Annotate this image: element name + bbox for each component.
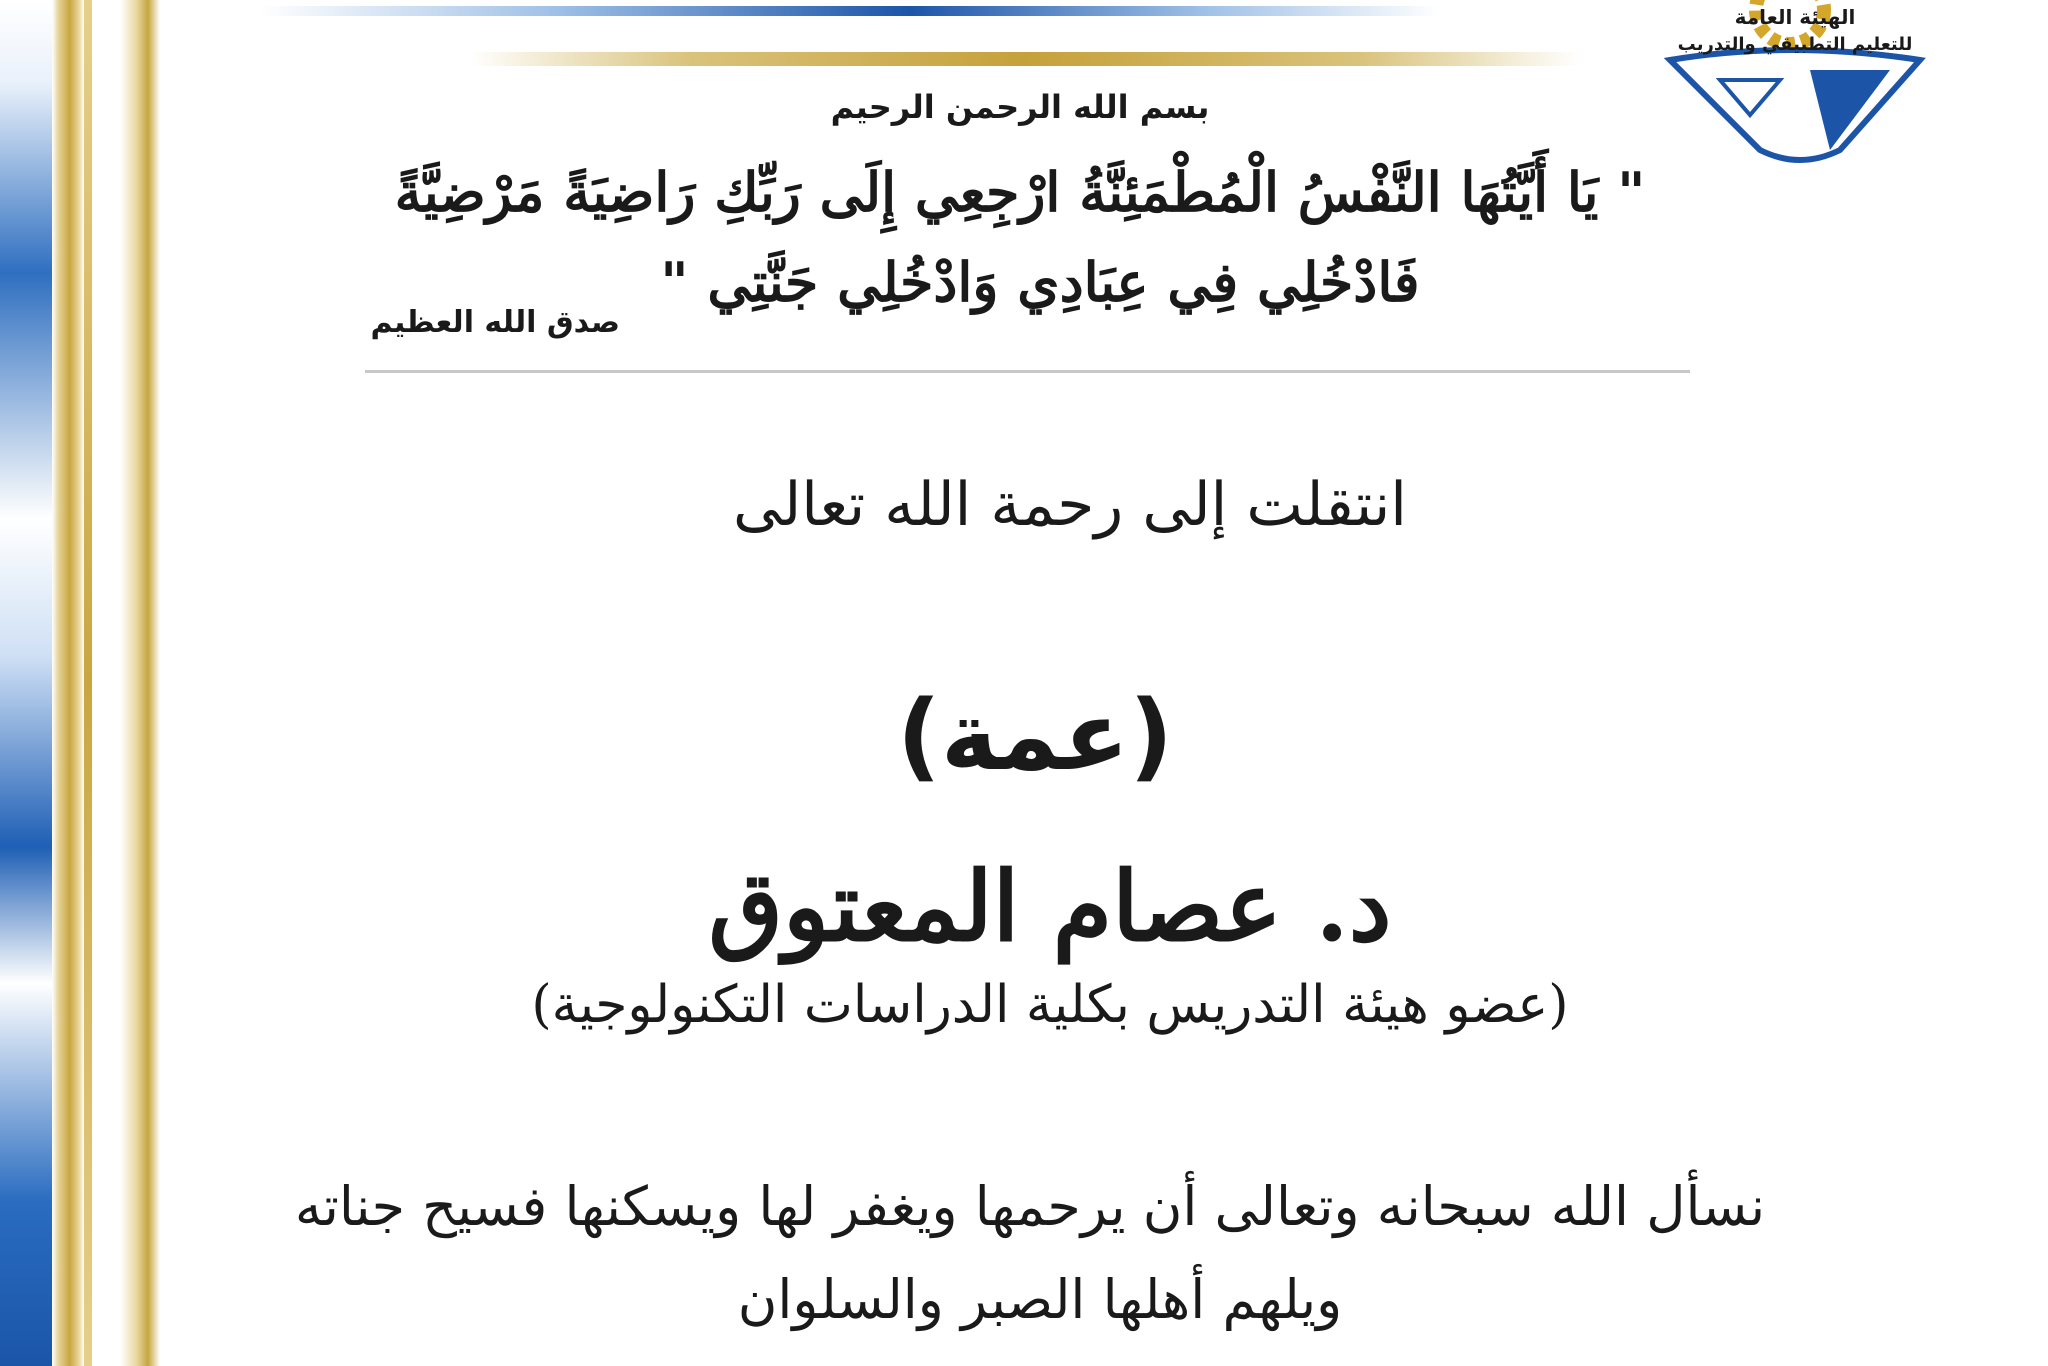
person-position: (عضو هيئة التدريس بكلية الدراسات التكنولوجية) [531,975,1569,1035]
logo-triangle [1720,80,1780,115]
paaet-logo [1660,0,1930,170]
left-gold-line [84,0,92,1366]
person-name: د. عصام المعتوق [708,850,1392,963]
basmala: بسم الله الرحمن الرحيم [830,88,1210,126]
logo-shield-outline [1670,50,1920,160]
top-blue-stripe [260,6,1440,16]
relation-label: (عمة) [897,680,1173,792]
top-gold-stripe [470,52,1580,66]
prayer-line-2: ويلهم أهلها الصبر والسلوان [737,1268,1343,1331]
quran-verse-line-1: " يَا أَيَّتُهَا النَّفْسُ الْمُطْمَئِنَّةُ ارْجِعِي إِلَى رَبِّكِ رَاضِيَةً مَرْضِيَّةً [394,160,1646,224]
divider-line [365,370,1690,373]
prayer-line-1: نسأل الله سبحانه وتعالى أن يرحمها ويغفر لها ويسكنها فسيح جناته [294,1175,1766,1238]
quran-verse-line-2: فَادْخُلِي فِي عِبَادِي وَادْخُلِي جَنَّتِي " [660,250,1420,314]
left-blue-stripe [0,0,52,1366]
announcement: انتقلت إلى رحمة الله تعالى [733,470,1407,540]
logo-text-1: الهيئة العامة [1734,5,1856,29]
verse-closing: صدق الله العظيم [370,305,620,340]
left-gold-band [120,0,160,1366]
logo-text-2: للتعليم التطبيقي والتدريب [1677,34,1913,55]
left-gold-stripe [52,0,84,1366]
